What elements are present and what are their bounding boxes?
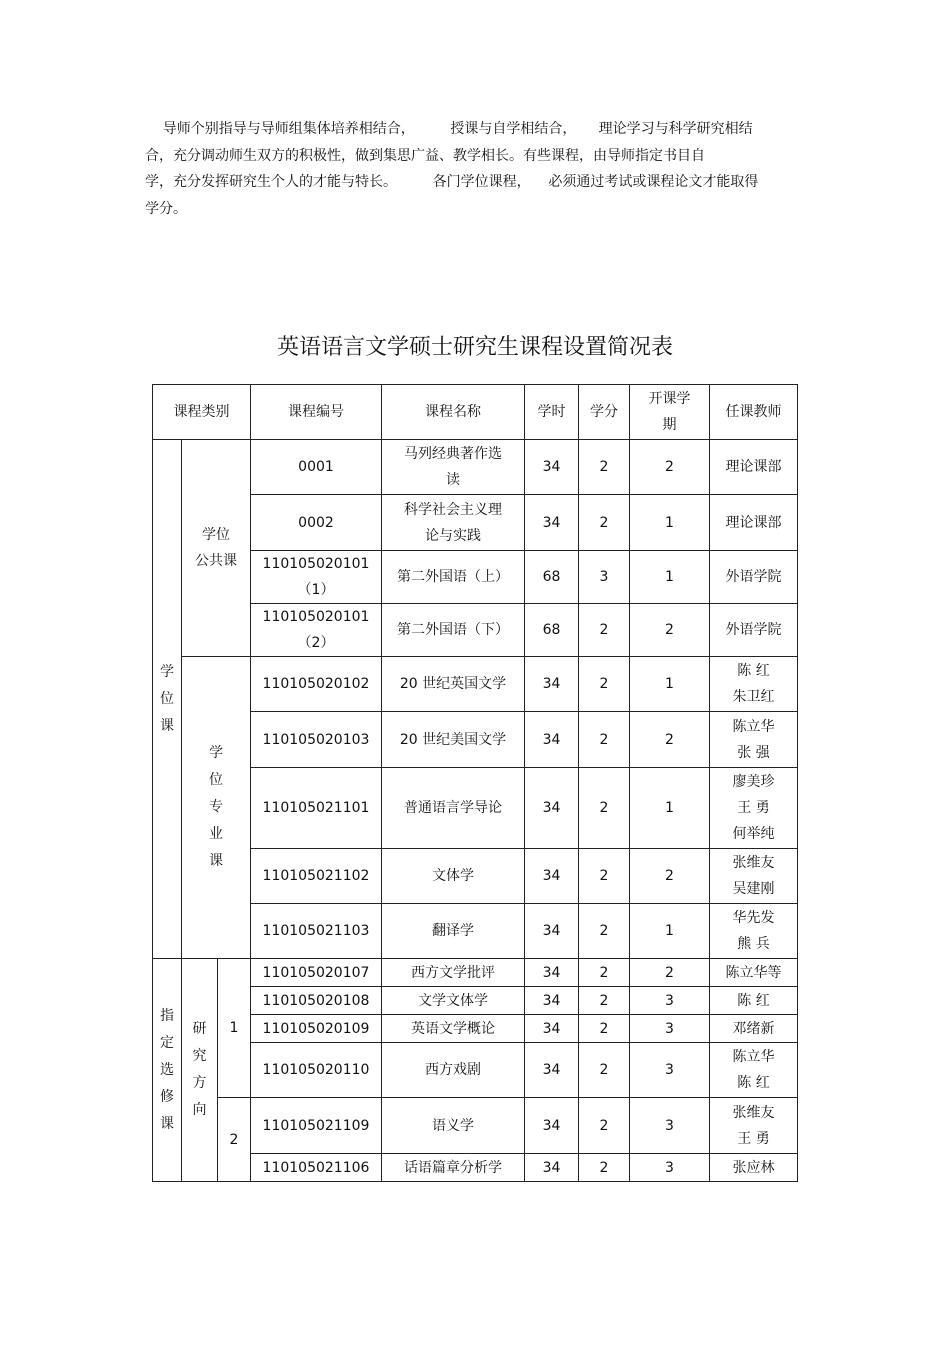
group-degree-major: 学位专业课 — [182, 657, 251, 959]
cell-credits: 2 — [579, 712, 630, 768]
cell-term: 2 — [630, 712, 710, 768]
cell-term: 3 — [630, 1043, 710, 1098]
cell-teacher: 张维友 王 勇 — [710, 1098, 798, 1154]
header-term: 开课学 期 — [630, 385, 710, 440]
cell-term: 1 — [630, 904, 710, 959]
header-category: 课程类别 — [153, 385, 251, 440]
cell-hours: 34 — [525, 959, 579, 987]
cell-credits: 2 — [579, 768, 630, 849]
cell-term: 2 — [630, 440, 710, 495]
cell-code: 110105021106 — [251, 1154, 382, 1182]
group-degree-course: 学位课 — [153, 440, 182, 959]
cell-credits: 2 — [579, 604, 630, 657]
cell-credits: 3 — [579, 551, 630, 604]
cell-credits: 2 — [579, 657, 630, 712]
cell-teacher: 邓绪新 — [710, 1015, 798, 1043]
cell-hours: 68 — [525, 551, 579, 604]
cell-credits: 2 — [579, 1015, 630, 1043]
cell-name: 话语篇章分析学 — [382, 1154, 525, 1182]
header-credits: 学分 — [579, 385, 630, 440]
cell-teacher: 理论课部 — [710, 440, 798, 495]
cell-credits: 2 — [579, 440, 630, 495]
intro-line-1: 导师个别指导与导师组集体培养相结合， 授课与自学相结合， 理论学习与科学研究相结 — [145, 121, 753, 137]
cell-code: 110105020108 — [251, 987, 382, 1015]
group-elective: 指定选修课 — [153, 959, 182, 1182]
cell-credits: 2 — [579, 987, 630, 1015]
table-row — [153, 440, 798, 495]
course-table — [152, 384, 798, 1182]
cell-term: 1 — [630, 768, 710, 849]
cell-hours: 34 — [525, 1098, 579, 1154]
cell-name: 普通语言学导论 — [382, 768, 525, 849]
cell-term: 1 — [630, 657, 710, 712]
header-hours: 学时 — [525, 385, 579, 440]
cell-name: 西方文学批评 — [382, 959, 525, 987]
direction-1: 1 — [218, 959, 251, 1098]
header-teacher: 任课教师 — [710, 385, 798, 440]
cell-teacher: 华先发 熊 兵 — [710, 904, 798, 959]
header-name: 课程名称 — [382, 385, 525, 440]
cell-teacher: 陈 红 — [710, 987, 798, 1015]
cell-code: 110105021101 — [251, 768, 382, 849]
cell-name: 马列经典著作选 读 — [382, 440, 525, 495]
cell-name: 文学文体学 — [382, 987, 525, 1015]
table-row — [153, 657, 798, 712]
cell-hours: 34 — [525, 849, 579, 904]
cell-teacher: 陈 红 朱卫红 — [710, 657, 798, 712]
cell-hours: 34 — [525, 657, 579, 712]
cell-code: 110105020101 （2） — [251, 604, 382, 657]
cell-teacher: 陈立华 张 强 — [710, 712, 798, 768]
cell-name: 第二外国语（下） — [382, 604, 525, 657]
cell-name: 翻译学 — [382, 904, 525, 959]
cell-code: 110105021109 — [251, 1098, 382, 1154]
cell-credits: 2 — [579, 904, 630, 959]
cell-hours: 34 — [525, 768, 579, 849]
table-row — [153, 1098, 798, 1154]
cell-hours: 34 — [525, 904, 579, 959]
header-code: 课程编号 — [251, 385, 382, 440]
intro-line-4: 学分。 — [145, 200, 187, 217]
cell-name: 英语文学概论 — [382, 1015, 525, 1043]
cell-credits: 2 — [579, 959, 630, 987]
cell-term: 2 — [630, 959, 710, 987]
header-row — [153, 385, 798, 440]
cell-code: 110105020102 — [251, 657, 382, 712]
cell-code: 110105020109 — [251, 1015, 382, 1043]
cell-code: 110105021103 — [251, 904, 382, 959]
cell-term: 2 — [630, 849, 710, 904]
cell-credits: 2 — [579, 849, 630, 904]
cell-teacher: 陈立华 陈 红 — [710, 1043, 798, 1098]
cell-hours: 34 — [525, 1043, 579, 1098]
cell-hours: 34 — [525, 495, 579, 551]
cell-term: 2 — [630, 604, 710, 657]
cell-term: 3 — [630, 987, 710, 1015]
direction-2: 2 — [218, 1098, 251, 1182]
intro-line-3: 学，充分发挥研究生个人的才能与特长。 各门学位课程， 必须通过考试或课程论文才能取得 — [145, 174, 759, 190]
table-row — [153, 959, 798, 987]
cell-code: 110105020101 （1） — [251, 551, 382, 604]
cell-hours: 34 — [525, 987, 579, 1015]
cell-name: 20 世纪美国文学 — [382, 712, 525, 768]
group-degree-public: 学位 公共课 — [182, 440, 251, 657]
cell-teacher: 外语学院 — [710, 604, 798, 657]
cell-teacher: 张维友 吴建刚 — [710, 849, 798, 904]
cell-term: 1 — [630, 551, 710, 604]
cell-name: 第二外国语（上） — [382, 551, 525, 604]
cell-term: 3 — [630, 1015, 710, 1043]
cell-name: 西方戏剧 — [382, 1043, 525, 1098]
cell-code: 0002 — [251, 495, 382, 551]
cell-credits: 2 — [579, 495, 630, 551]
cell-term: 3 — [630, 1098, 710, 1154]
cell-credits: 2 — [579, 1098, 630, 1154]
intro-line-2: 合，充分调动师生双方的积极性，做到集思广益、教学相长。有些课程，由导师指定书目自 — [145, 147, 705, 164]
cell-name: 语义学 — [382, 1098, 525, 1154]
cell-credits: 2 — [579, 1043, 630, 1098]
cell-term: 1 — [630, 495, 710, 551]
cell-teacher: 廖美珍 王 勇 何举纯 — [710, 768, 798, 849]
cell-hours: 34 — [525, 1015, 579, 1043]
cell-code: 110105020103 — [251, 712, 382, 768]
group-direction: 研究方向 — [182, 959, 218, 1182]
intro-paragraph — [145, 116, 805, 222]
cell-code: 110105020110 — [251, 1043, 382, 1098]
cell-hours: 34 — [525, 440, 579, 495]
cell-code: 110105020107 — [251, 959, 382, 987]
cell-teacher: 外语学院 — [710, 551, 798, 604]
cell-name: 20 世纪英国文学 — [382, 657, 525, 712]
cell-hours: 68 — [525, 604, 579, 657]
cell-hours: 34 — [525, 712, 579, 768]
cell-name: 科学社会主义理 论与实践 — [382, 495, 525, 551]
cell-teacher: 张应林 — [710, 1154, 798, 1182]
cell-code: 110105021102 — [251, 849, 382, 904]
table-title: 英语语言文学硕士研究生课程设置简况表 — [276, 335, 673, 360]
cell-name: 文体学 — [382, 849, 525, 904]
cell-term: 3 — [630, 1154, 710, 1182]
cell-teacher: 理论课部 — [710, 495, 798, 551]
cell-code: 0001 — [251, 440, 382, 495]
cell-teacher: 陈立华等 — [710, 959, 798, 987]
cell-credits: 2 — [579, 1154, 630, 1182]
cell-hours: 34 — [525, 1154, 579, 1182]
